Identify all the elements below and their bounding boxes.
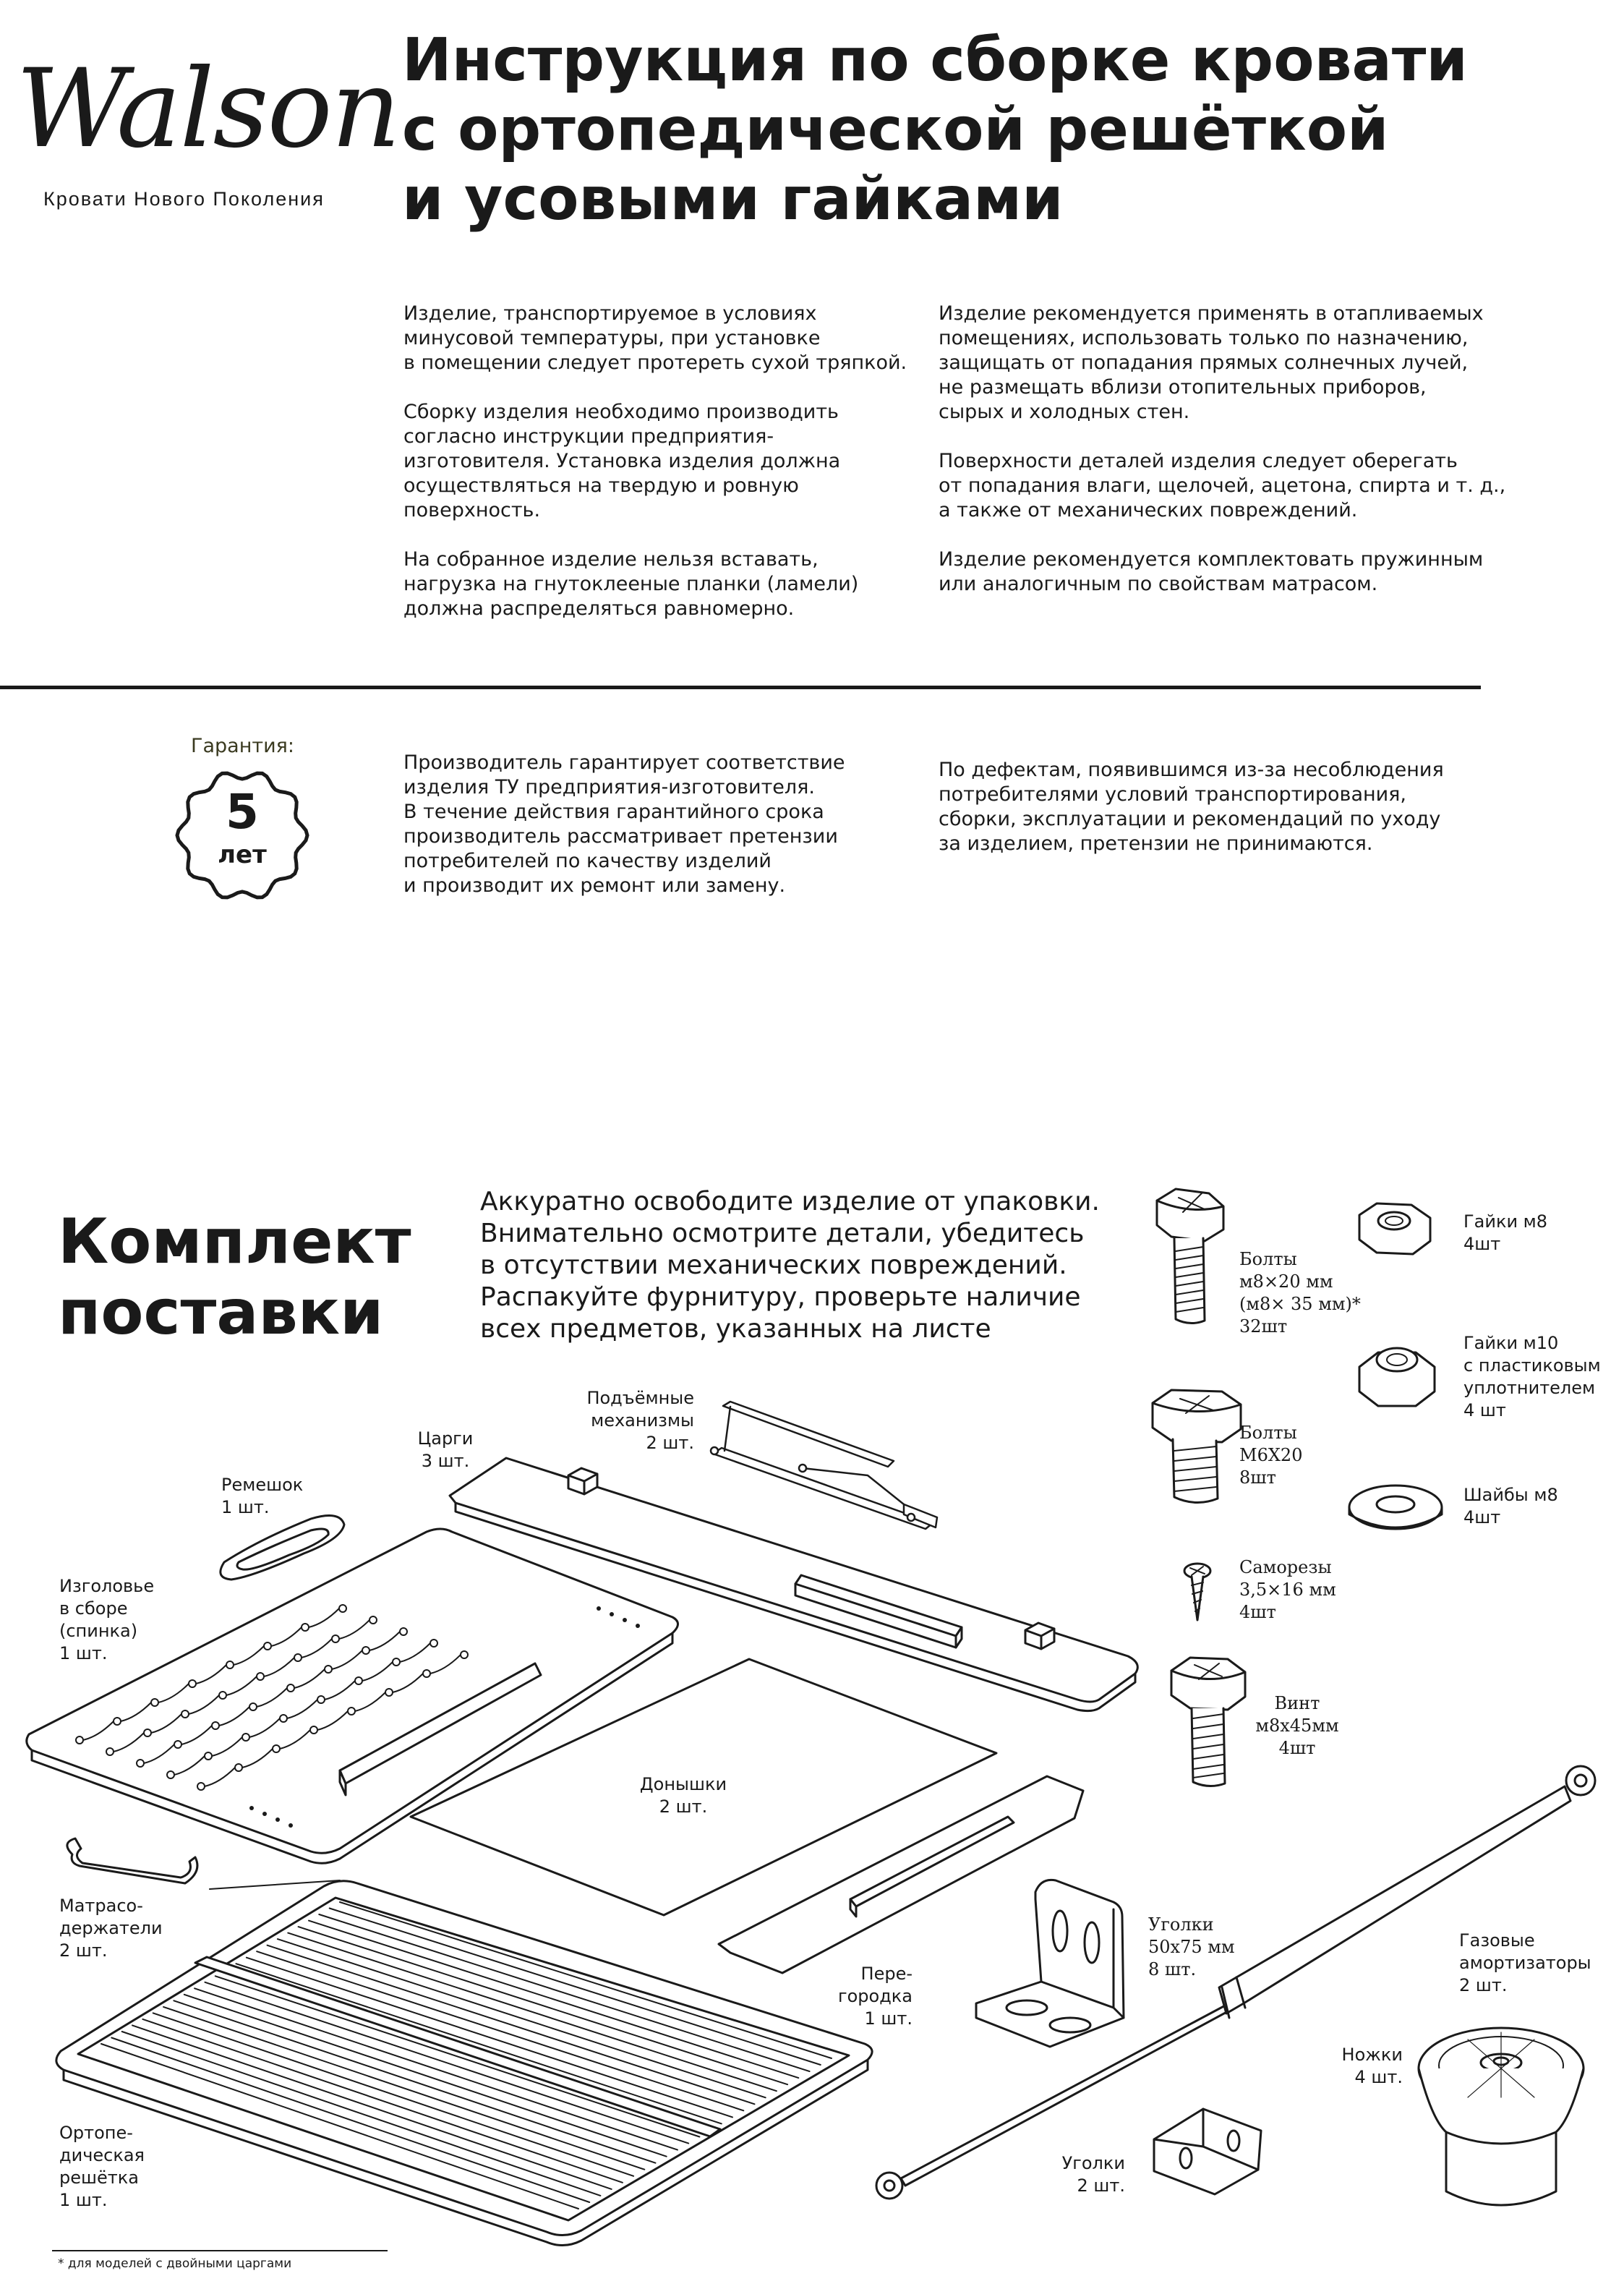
tuft-button [264, 1642, 271, 1650]
screw-m8-drawing [1171, 1658, 1245, 1786]
tuft-button [302, 1624, 309, 1631]
tuft-button [114, 1718, 121, 1725]
paragraph: На собранное изделие нельзя вставать, нагрузка на гнутоклееные планки (ламели) должна распределяться равномерно. [403, 548, 859, 620]
tuft-button [189, 1680, 196, 1687]
label-bolts-m8: Болты м8×20 мм (м8× 35 мм)* 32шт [1239, 1249, 1361, 1337]
tuft-button [249, 1703, 257, 1710]
tuft-button [385, 1689, 393, 1696]
tuft-button [339, 1605, 346, 1612]
warranty-years: 5 [226, 784, 259, 840]
nut-m8-drawing [1359, 1203, 1430, 1254]
mattress-holder-drawing [67, 1838, 197, 1883]
warranty-text-left: Производитель гарантирует соответствие изделия ТУ предприятия-изготовителя. В течение действия гарантийного срока производитель рассматривает претензии потребителей по качеству изделий и производит их ремонт или замену. [403, 751, 845, 897]
nut-m10-drawing [1359, 1348, 1435, 1406]
paragraph: Изделие рекомендуется комплектовать пружинным или аналогичным по свойствам матрасом. [939, 548, 1484, 595]
tuft-button [430, 1640, 437, 1647]
tuft-button [242, 1734, 249, 1741]
label-screw-m8: Винт м8х45мм 4шт [1255, 1693, 1339, 1758]
tuft-button [205, 1752, 212, 1760]
bolt-m6-drawing [1153, 1390, 1241, 1503]
label-nuts-m10: Гайки м10 с пластиковым уплотнителем 4 шт [1463, 1333, 1601, 1420]
label-mattress-holders: Матрасо- держатели 2 шт. [59, 1896, 163, 1961]
title-line-2: с ортопедической решёткой [402, 95, 1389, 164]
label-washers: Шайбы м8 4шт [1463, 1485, 1558, 1527]
label-strap: Ремешок 1 шт. [221, 1475, 304, 1517]
tuft-button [400, 1628, 407, 1635]
warranty-label: Гарантия: [191, 735, 294, 757]
warranty-text-right: По дефектам, появившимся из-за несоблюдения потребителями условий транспортирования, сборки, эксплуатации и рекомендаций по уходу за изделием, претензии не принимаются. [939, 759, 1444, 855]
tuft-button [280, 1715, 287, 1722]
label-lift-mechanism: Подъёмные механизмы 2 шт. [586, 1388, 694, 1453]
warranty-unit: лет [218, 840, 267, 869]
tuft-button [287, 1684, 294, 1692]
logo-tagline: Кровати Нового Поколения [43, 188, 325, 210]
tuft-button [226, 1661, 234, 1668]
label-screws: Саморезы 3,5×16 мм 4шт [1239, 1557, 1336, 1622]
kit-intro: Аккуратно освободите изделие от упаковки. Внимательно осмотрите детали, убедитесь в отсутствии механических повреждений. Распакуйте фурнитуру, проверьте наличие всех предметов, указанных на листе [480, 1187, 1100, 1344]
tuft-button [348, 1708, 355, 1715]
tuft-button [76, 1736, 83, 1744]
strap-drawing [221, 1516, 344, 1580]
tuft-button [212, 1722, 219, 1729]
kit-heading: Комплект поставки [58, 1206, 411, 1349]
tuft-button [181, 1710, 189, 1718]
title-line-1: Инструкция по сборке кровати [402, 26, 1468, 95]
tuft-button [151, 1699, 158, 1706]
tuft-button [355, 1677, 362, 1684]
tuft-button [235, 1764, 242, 1771]
tuft-button [317, 1696, 325, 1703]
label-slats: Ортопе- дическая решётка 1 шт. [59, 2123, 145, 2210]
bolt-m8-drawing [1157, 1189, 1223, 1324]
label-rails: Царги 3 шт. [417, 1428, 474, 1471]
tuft-button [174, 1741, 181, 1748]
label-brackets-small: Уголки 2 шт. [1061, 2153, 1125, 2196]
paragraph: Изделие рекомендуется применять в отапливаемых помещениях, использовать только по назначению, защищать от попадания прямых солнечных лучей, не размещать вблизи отопительных приборов, сырых и холодных стен. [939, 302, 1484, 423]
footnote: * для моделей с двойными царгами [58, 2256, 292, 2271]
tuft-button [325, 1666, 332, 1673]
leg-drawing [1419, 2028, 1584, 2205]
label-gas-springs: Газовые амортизаторы 2 шт. [1459, 1930, 1591, 1995]
tuft-button [393, 1658, 400, 1666]
tuft-button [294, 1654, 302, 1661]
label-brackets-large: Уголки 50х75 мм 8 шт. [1148, 1914, 1235, 1979]
washer-drawing [1349, 1486, 1442, 1529]
tuft-button [332, 1635, 339, 1642]
label-nuts-m8: Гайки м8 4шт [1463, 1211, 1548, 1254]
bracket-large-drawing [976, 1880, 1124, 2047]
paragraph: Сборку изделия необходимо производить согласно инструкции предприятия- изготовителя. Установка изделия должна осуществляться на твердую и ровную поверхность. [403, 401, 841, 521]
tuft-button [362, 1647, 369, 1654]
label-partition: Пере- городка 1 шт. [837, 1964, 913, 2029]
tuft-button [369, 1616, 377, 1624]
tuft-button [310, 1726, 317, 1734]
label-legs: Ножки 4 шт. [1341, 2045, 1403, 2087]
tuft-button [257, 1673, 264, 1680]
label-bolts-m6: Болты М6Х20 8шт [1239, 1423, 1303, 1488]
lift-mechanism-drawing [711, 1402, 937, 1529]
tuft-button [106, 1748, 114, 1755]
tuft-button [423, 1670, 430, 1677]
label-bottoms: Донышки 2 шт. [639, 1774, 727, 1817]
bracket-small-drawing [1154, 2109, 1261, 2194]
tuft-button [461, 1651, 468, 1658]
logo-wordmark: Walson [16, 46, 400, 172]
label-headboard: Изголовье в сборе (спинка) 1 шт. [59, 1576, 155, 1663]
tuft-button [197, 1783, 205, 1790]
tuft-button [167, 1771, 174, 1778]
tuft-button [273, 1745, 280, 1752]
title-line-3: и усовыми гайками [402, 165, 1064, 234]
paragraph: Поверхности деталей изделия следует оберегать от попадания влаги, щелочей, ацетона, спирта и т. д., а также от механических повреждений. [939, 450, 1506, 521]
tuft-button [137, 1760, 144, 1767]
tuft-button [144, 1729, 151, 1736]
tuft-button [219, 1692, 226, 1699]
screw-drawing [1184, 1564, 1210, 1620]
paragraph: Изделие, транспортируемое в условиях минусовой температуры, при установке в помещении следует протереть сухой тряпкой. [403, 302, 907, 374]
